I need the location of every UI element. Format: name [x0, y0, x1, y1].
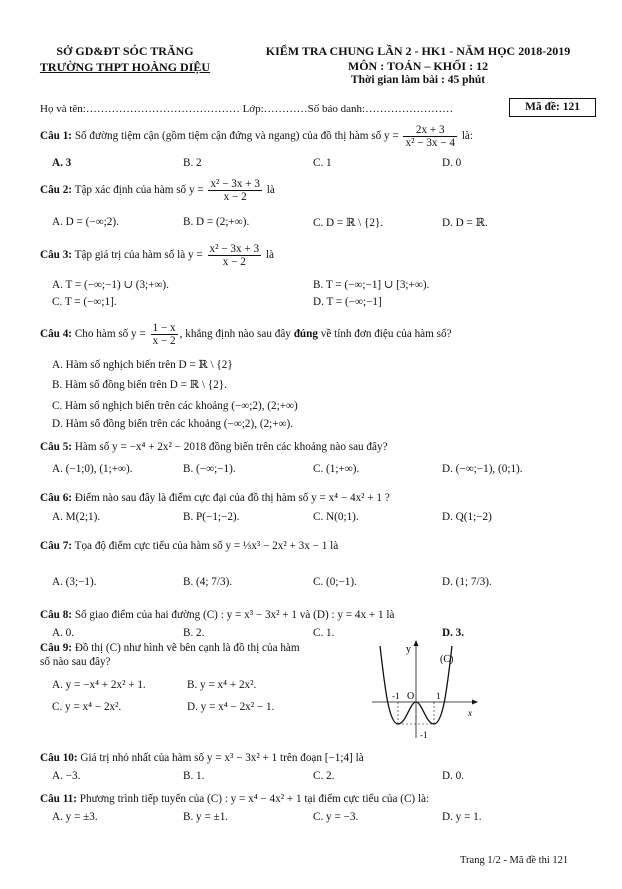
option-c[interactable]: C. (0;−1). [313, 576, 357, 588]
origin-label: O [407, 691, 415, 702]
option-c[interactable]: C. N(0;1). [313, 511, 359, 523]
question-text-end: về tính đơn điệu của hàm số? [320, 328, 452, 341]
tick-label-neg1-y: -1 [420, 730, 428, 740]
question-label: Câu 2: [40, 184, 73, 197]
question-text-end: là [266, 184, 275, 197]
option-d[interactable]: D. (−∞;−1), (0;1). [442, 463, 523, 475]
option-a[interactable]: A. (3;−1). [52, 576, 97, 588]
option-c[interactable]: C. 1. [313, 627, 335, 639]
function-graph [368, 638, 480, 742]
student-info-line: Họ và tên:…………………………………… Lớp:…………Số báo danh:…………………… [40, 103, 454, 115]
question-text: Giá trị nhỏ nhất của hàm số y = x³ − 3x² + 1 trên đoạn [−1;4] là [80, 752, 364, 764]
emphasis-word: đúng [293, 328, 318, 341]
question-text-mid: , khẳng định nào sau đây [179, 328, 291, 341]
option-b[interactable]: B. T = (−∞;−1] ∪ [3;+∞). [313, 279, 430, 291]
exam-title: KIỂM TRA CHUNG LẦN 2 - HK1 - NĂM HỌC 2018-2019 [265, 44, 571, 58]
question-5 [40, 441, 388, 453]
option-d[interactable]: D. 0. [442, 770, 465, 782]
x-axis-arrow [472, 700, 478, 705]
question-9-continued: số nào sau đây? [40, 656, 111, 668]
question-text: Phương trình tiếp tuyến của (C) : y = x⁴ − 4x² + 1 tại điểm cực tiểu của (C) là: [79, 793, 430, 805]
question-label: Câu 8: [40, 609, 73, 621]
option-d[interactable]: D. 3. [442, 627, 465, 639]
exam-code-box: Mã đề: 121 [509, 98, 596, 117]
option-d[interactable]: D. (1; 7/3). [442, 576, 492, 588]
option-c[interactable]: C. 2. [313, 770, 335, 782]
question-text: Tọa độ điểm cực tiểu của hàm số y = ⅓x³ − 2x² + 3x − 1 là [74, 540, 339, 552]
question-text: Đồ thị (C) như hình vẽ bên cạnh là đồ thị của hàm [74, 642, 300, 654]
option-a[interactable]: A. (−1;0), (1;+∞). [52, 463, 133, 475]
option-a[interactable]: A. T = (−∞;−1) ∪ (3;+∞). [52, 279, 169, 291]
question-10 [40, 752, 364, 764]
option-a[interactable]: A. M(2;1). [52, 511, 101, 523]
question-text-end: là: [461, 130, 474, 143]
fraction-numerator: x² − 3x + 3 [210, 178, 260, 190]
option-a[interactable]: A. 0. [52, 627, 75, 639]
question-label: Câu 6: [40, 492, 73, 504]
option-d[interactable]: D. y = x⁴ − 2x² − 1. [187, 701, 275, 713]
option-d[interactable]: D. Hàm số đồng biến trên các khoảng (−∞;2), (2;+∞). [52, 418, 294, 430]
option-d[interactable]: D. D = ℝ. [442, 217, 488, 229]
question-11 [40, 793, 429, 805]
question-text: Điểm nào sau đây là điểm cực đại của đồ thị hàm số y = x⁴ − 4x² + 1 ? [74, 492, 390, 504]
fraction-numerator: 1 − x [152, 322, 176, 334]
exam-duration: Thời gian làm bài : 45 phút [350, 74, 486, 86]
option-b[interactable]: B. Hàm số đồng biến trên D = ℝ \ {2}. [52, 379, 227, 391]
question-3 [40, 243, 274, 268]
question-text: Cho hàm số y = [74, 328, 146, 341]
question-8 [40, 609, 394, 621]
school-name: TRƯỜNG THPT HOÀNG DIỆU [39, 60, 211, 74]
question-label: Câu 5: [40, 441, 73, 453]
fraction-denominator: x² − 3x − 4 [405, 137, 456, 149]
question-label: Câu 3: [40, 249, 73, 262]
option-d[interactable]: D. 0 [442, 157, 462, 169]
option-b[interactable]: B. D = (2;+∞). [183, 216, 250, 228]
fraction [151, 322, 178, 347]
department-name: SỞ GD&ĐT SÓC TRĂNG [56, 44, 194, 58]
question-label: Câu 10: [40, 752, 78, 764]
option-a[interactable]: A. Hàm số nghịch biến trên D = ℝ \ {2} [52, 359, 233, 371]
question-label: Câu 7: [40, 540, 73, 552]
y-axis-arrow [414, 640, 419, 646]
fraction-numerator: 2x + 3 [403, 124, 457, 137]
option-c[interactable]: C. 1 [313, 157, 332, 169]
option-a[interactable]: A. y = ±3. [52, 811, 98, 823]
tick-label-neg1-x: -1 [392, 691, 400, 701]
option-b[interactable]: B. 2. [183, 627, 205, 639]
question-text: Tập xác định của hàm số y = [74, 184, 204, 197]
option-c[interactable]: C. T = (−∞;1]. [52, 296, 117, 308]
fraction-denominator: x − 2 [152, 335, 176, 347]
option-a[interactable]: A. 3 [52, 157, 72, 169]
fraction [208, 243, 262, 268]
tick-label-pos1-x: 1 [436, 691, 441, 701]
y-axis-label: y [406, 644, 411, 655]
x-axis-label: x [468, 708, 472, 718]
question-label: Câu 9: [40, 642, 73, 654]
question-7 [40, 540, 338, 552]
question-label: Câu 1: [40, 130, 73, 143]
question-2 [40, 178, 275, 203]
fraction-numerator: x² − 3x + 3 [209, 243, 260, 255]
page-footer: Trang 1/2 - Mã đề thi 121 [460, 855, 569, 866]
curve-label: (C) [440, 654, 454, 665]
option-d[interactable]: D. Q(1;−2) [442, 511, 492, 523]
question-text-end: là [265, 249, 274, 262]
option-b[interactable]: B. 2 [183, 157, 202, 169]
option-d[interactable]: D. T = (−∞;−1] [313, 296, 382, 308]
option-b[interactable]: B. (−∞;−1). [183, 463, 236, 475]
question-text: Hàm số y = −x⁴ + 2x² − 2018 đồng biến trên các khoảng nào sau đây? [74, 441, 388, 453]
option-c[interactable]: C. y = x⁴ − 2x². [52, 701, 122, 713]
fraction [208, 178, 262, 203]
question-text: Số đường tiệm cận (gồm tiệm cận đứng và ngang) của đồ thị hàm số y = [74, 130, 399, 143]
fraction-denominator: x − 2 [223, 191, 247, 203]
option-a[interactable]: A. −3. [52, 770, 81, 782]
option-b[interactable]: B. (4; 7/3). [183, 576, 233, 588]
option-c[interactable]: C. D = ℝ \ {2}. [313, 217, 384, 229]
option-d[interactable]: D. y = 1. [442, 811, 482, 823]
question-6 [40, 492, 390, 504]
option-c[interactable]: C. y = −3. [313, 811, 359, 823]
fraction [403, 124, 457, 149]
question-4 [40, 322, 452, 347]
option-c[interactable]: C. Hàm số nghịch biến trên các khoảng (−∞;2), (2;+∞) [52, 400, 298, 412]
option-b[interactable]: B. 1. [183, 770, 205, 782]
option-a[interactable]: A. D = (−∞;2). [52, 216, 119, 228]
question-label: Câu 11: [40, 793, 77, 805]
option-b[interactable]: B. y = ±1. [183, 811, 229, 823]
question-text: Tập giá trị của hàm số là y = [74, 249, 203, 262]
option-c[interactable]: C. (1;+∞). [313, 463, 360, 475]
question-9 [40, 642, 300, 654]
question-text: Số giao điểm của hai đường (C) : y = x³ − 3x² + 1 và (D) : y = 4x + 1 là [74, 609, 395, 621]
fraction-denominator: x − 2 [222, 256, 246, 268]
question-1 [40, 124, 473, 149]
option-b[interactable]: B. y = x⁴ + 2x². [187, 679, 257, 691]
option-b[interactable]: B. P(−1;−2). [183, 511, 240, 523]
question-label: Câu 4: [40, 328, 73, 341]
option-a[interactable]: A. y = −x⁴ + 2x² + 1. [52, 679, 146, 691]
exam-subject: MÔN : TOÁN – KHỐI : 12 [347, 59, 489, 73]
